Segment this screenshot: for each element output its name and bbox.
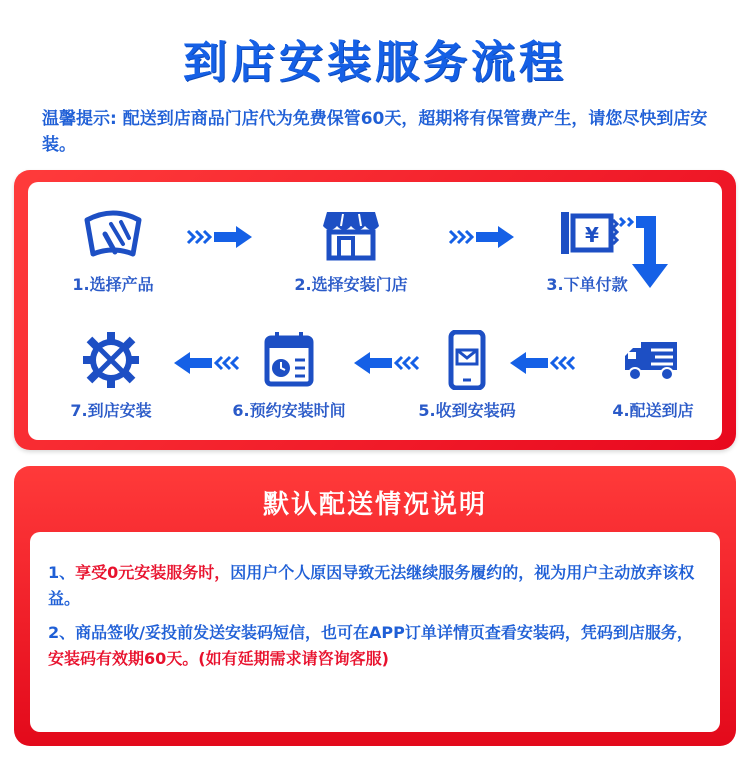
item-text: 2、商品签收/妥投前发送安装码短信，也可在APP订单详情页查看安装码，凭码到店服务， bbox=[48, 623, 693, 642]
flow-inner bbox=[28, 182, 722, 440]
payment-icon bbox=[555, 204, 619, 264]
step-label: 1.选择产品 bbox=[72, 275, 154, 294]
step-install bbox=[36, 330, 186, 421]
calendar-clock-icon bbox=[257, 330, 321, 390]
explanation-item-2 bbox=[48, 620, 708, 672]
explanation-item-1 bbox=[48, 560, 708, 612]
explanation-panel bbox=[14, 466, 736, 746]
flow-panel bbox=[14, 170, 736, 450]
step-select-product bbox=[38, 204, 188, 295]
step-label: 5.收到安装码 bbox=[418, 401, 516, 420]
notice-text: 温馨提示: 配送到店商品门店代为免费保管60天，超期将有保管费产生，请您尽快到店安装。 bbox=[42, 109, 708, 155]
store-icon bbox=[319, 204, 383, 264]
wrench-gear-icon bbox=[79, 330, 143, 390]
step-label: 4.配送到店 bbox=[612, 401, 694, 420]
item-highlight: 安装码有效期60天。(如有延期需求请咨询客服) bbox=[48, 649, 389, 668]
step-select-store bbox=[276, 204, 426, 295]
phone-message-icon bbox=[435, 330, 499, 390]
step-label: 2.选择安装门店 bbox=[294, 275, 408, 294]
item-text: 因用户个人原因导致无法继续服务履约的，视为用户主动放弃该权益。 bbox=[48, 563, 695, 608]
step-label: 7.到店安装 bbox=[70, 401, 152, 420]
arrow-down-icon bbox=[616, 212, 676, 292]
item-prefix: 1、 bbox=[48, 563, 76, 582]
wiper-icon bbox=[81, 204, 145, 264]
page-title: 到店安装服务流程 bbox=[183, 37, 567, 88]
arrow-right-icon bbox=[186, 224, 256, 250]
item-highlight: 享受0元安装服务时， bbox=[75, 563, 231, 582]
svg-text:¥: ¥ bbox=[585, 223, 599, 247]
step-delivery bbox=[578, 330, 728, 421]
explanation-title: 默认配送情况说明 bbox=[262, 490, 487, 520]
step-label: 3.下单付款 bbox=[546, 275, 628, 294]
arrow-right-icon bbox=[448, 224, 518, 250]
explanation-inner bbox=[30, 532, 720, 732]
step-label: 6.预约安装时间 bbox=[232, 401, 346, 420]
delivery-truck-icon bbox=[621, 330, 685, 390]
explanation-text bbox=[48, 560, 708, 680]
